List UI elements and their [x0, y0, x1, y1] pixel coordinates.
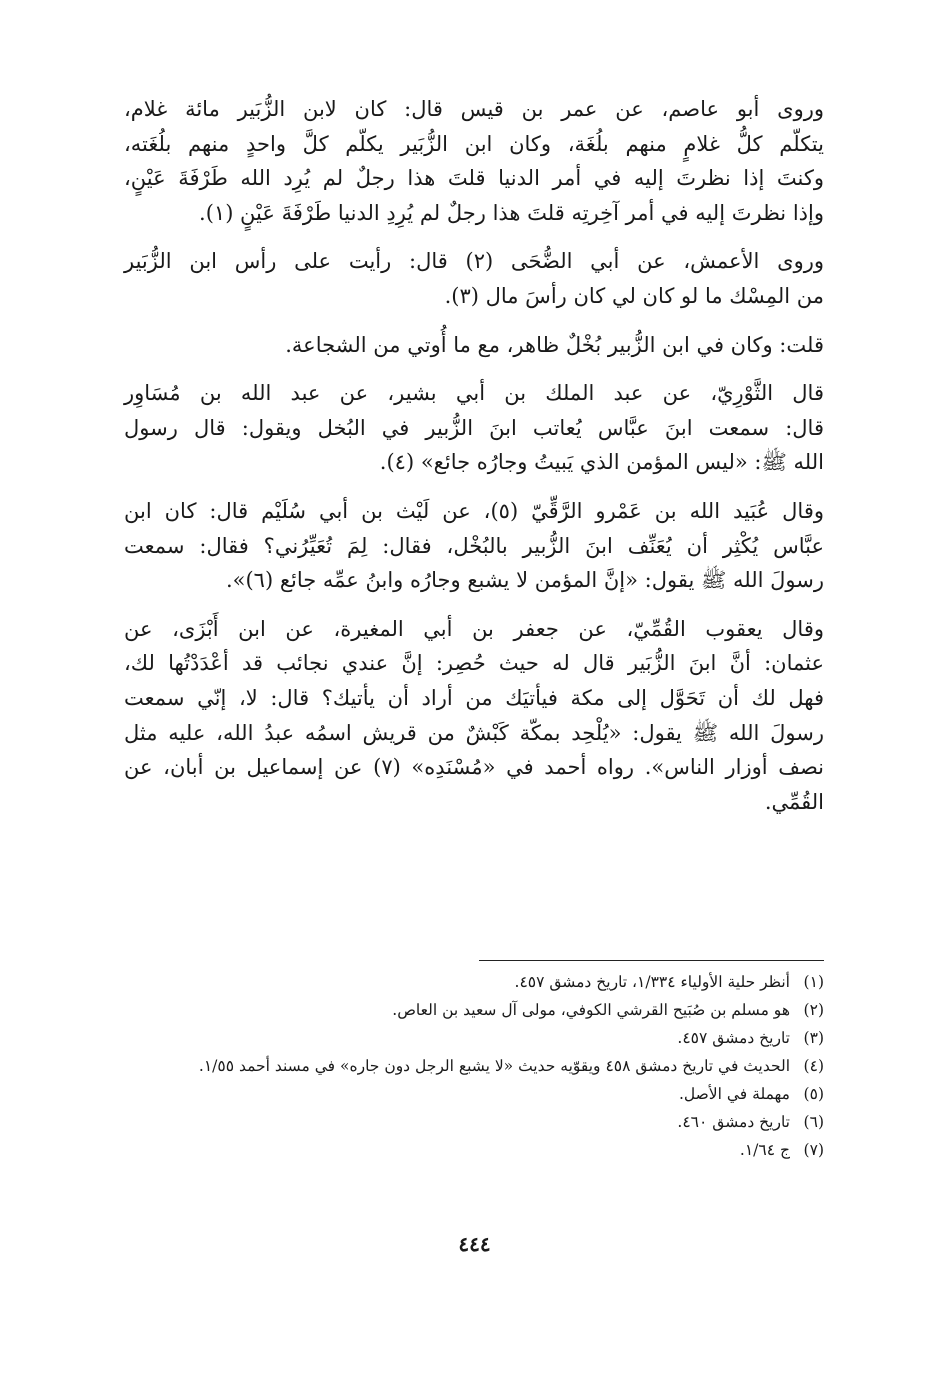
- text-line: عثمان: أنَّ ابنَ الزُّبَير قال له حيث حُصِر: إنَّ عندي نجائب قد أعْدَدْتُها لك،: [124, 651, 824, 676]
- footnote-number: (٦): [803, 1113, 824, 1131]
- text-line: وإذا نظرتَ إليه في أمر آخِرتِه قلتَ هذا رجلٌ لم يُرِدِ الدنيا طَرْفَةَ عَيْنٍ (١).: [199, 200, 824, 225]
- text-line: من المِسْك ما لو كان لي كان رأسَ مال (٣).: [444, 283, 824, 308]
- footnote-number: (٧): [803, 1141, 824, 1159]
- text-line: وقال عُبَيد الله بن عَمْرو الرَّقِّيّ (٥)، عن لَيْث بن أبي سُلَيْم قال: كان ابن: [124, 498, 825, 523]
- text-line: نصف أوزار الناس». رواه أحمد في «مُسْنَدِه» (٧) عن إسماعيل بن أبان، عن: [124, 755, 824, 780]
- footnote-text: تاريخ دمشق ٤٥٧.: [677, 1029, 790, 1047]
- footnote-text: مهملة في الأصل.: [678, 1085, 790, 1103]
- text-line: الله ﷺ: «ليس المؤمن الذي يَبيتُ وجارُه جائع» (٤).: [379, 450, 824, 475]
- text-line: وروى أبو عاصم، عن عمر بن قيس قال: كان لابن الزُّبَير مائة غلام،: [124, 97, 824, 121]
- text-line: القُمِّي.: [764, 789, 824, 814]
- text-line: قلت: وكان في ابن الزُّبير بُخْلٌ ظاهر، مع ما أُوتي من الشجاعة.: [285, 332, 824, 357]
- footnote-3: [124, 1024, 824, 1052]
- text-line: يتكلّم كلُّ غلامٍ منهم بلُغَة، وكان ابن الزُّبَير يكلّم كلَّ واحدٍ منهم بلُغَته،: [124, 131, 824, 156]
- footnote-number: (٢): [803, 1001, 824, 1019]
- text-line: رسولَ الله ﷺ يقول: «إنَّ المؤمن لا يشبع وجارُه وابنُ عمِّه جائع (٦)».: [225, 568, 824, 593]
- main-text: [124, 92, 824, 833]
- text-line: وكنتَ إذا نظرتَ إليه في أمر الدنيا قلتَ هذا رجلٌ لم يُرِد الله طَرْفَةَ عَيْنٍ،: [124, 166, 824, 191]
- paragraph-6: [124, 612, 824, 820]
- paragraph-5: [124, 494, 824, 598]
- paragraph-4: [124, 376, 824, 480]
- footnote-5: [124, 1080, 824, 1108]
- text-line: فهل لك أن تَحَوَّل إلى مكة فيأتيَك من أراد أن يأتيك؟ قال: لا، إنّي سمعت: [124, 685, 824, 710]
- text-line: قال الثَّوْرِيّ، عن عبد الملك بن أبي بشير، عن عبد الله بن مُسَاوِر: [124, 381, 824, 406]
- paragraph-3: [124, 328, 824, 363]
- text-line: قال: سمعت ابنَ عبَّاس يُعاتب ابنَ الزُّبير في البُخل ويقول: قال رسول: [124, 415, 824, 440]
- text-line: وروى الأعمش، عن أبي الضُّحَى (٢) قال: رأيت على رأس ابن الزُّبَير: [124, 249, 824, 274]
- footnotes: [124, 968, 824, 1164]
- footnote-number: (٣): [803, 1029, 824, 1047]
- text-line: عبَّاس يُكْثِر أن يُعَنِّف ابنَ الزُّبير بالبُخْل، فقال: لِمَ تُعَيِّرُني؟ فقال: سمعت: [124, 533, 824, 558]
- page-number: ٤٤٤: [458, 1232, 491, 1256]
- footnote-text: ج ١/٦٤.: [739, 1141, 790, 1159]
- footnote-text: أنظر حلية الأولياء ١/٣٣٤، تاريخ دمشق ٤٥٧.: [514, 973, 790, 991]
- footnote-6: [124, 1108, 824, 1136]
- footnote-2: [124, 996, 824, 1024]
- footnote-1: [124, 968, 824, 996]
- paragraph-2: [124, 244, 824, 313]
- text-line: رسولَ الله ﷺ يقول: «يُلْحِد بمكّة كَبْشٌ من قريش اسمُه عبدُ الله، عليه مثل: [124, 720, 824, 745]
- footnote-divider: [479, 960, 824, 961]
- footnote-7: [124, 1136, 824, 1164]
- footnote-text: هو مسلم بن صُبَيح القرشي الكوفي، مولى آل سعيد بن العاص.: [392, 1001, 790, 1019]
- footnote-text: تاريخ دمشق ٤٦٠.: [677, 1113, 790, 1131]
- text-line: وقال يعقوب القُمِّيّ، عن جعفر بن أبي المغيرة، عن ابن أَبْزَى، عن: [124, 616, 824, 641]
- footnote-4: [124, 1052, 824, 1080]
- footnote-text: الحديث في تاريخ دمشق ٤٥٨ ويقوّيه حديث «لا يشبع الرجل دون جاره» في مسند أحمد ١/٥٥.: [198, 1057, 790, 1075]
- footnote-number: (٤): [803, 1057, 824, 1075]
- footnote-number: (١): [803, 973, 824, 991]
- footnote-number: (٥): [803, 1085, 824, 1103]
- paragraph-1: [124, 92, 824, 230]
